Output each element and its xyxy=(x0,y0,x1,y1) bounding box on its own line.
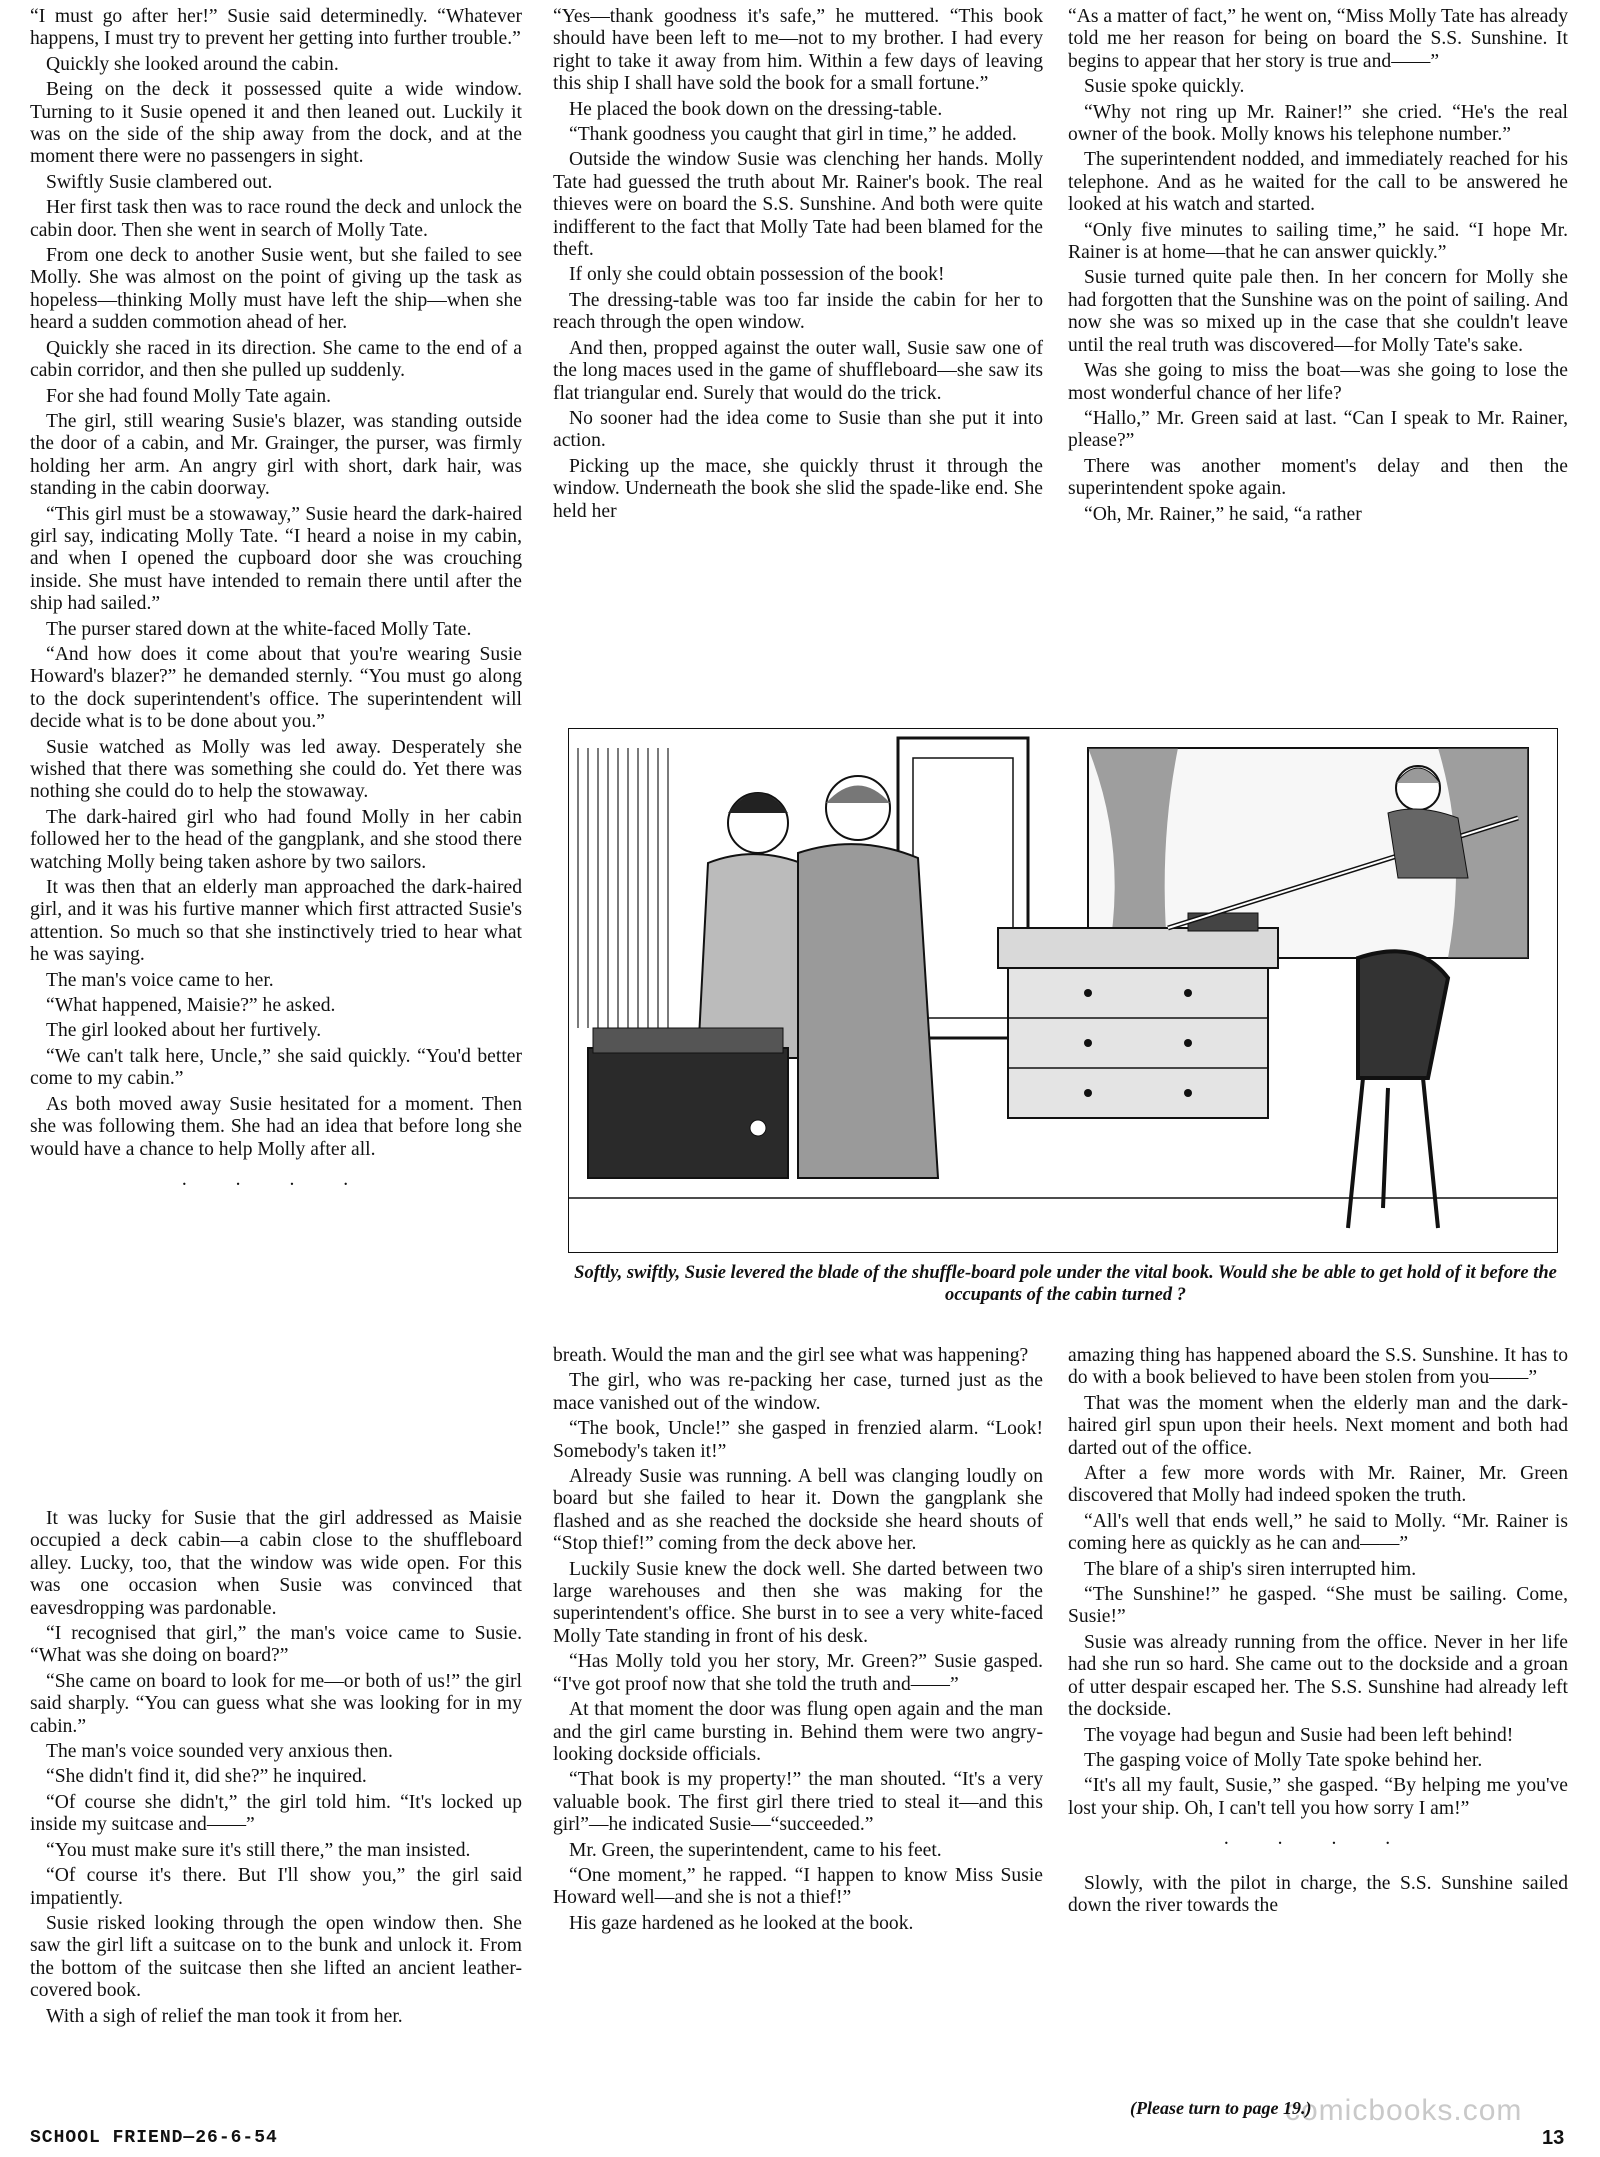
paragraph: “That book is my property!” the man shouted. “It's a very valuable book. The first girl there tried to steal it—and this girl”—he indicated Susie—“succeeded.” xyxy=(553,1769,1043,1836)
paragraph: Luckily Susie knew the dock well. She darted between two large warehouses and then she was making for the superintendent's office. She burst in to see a very white-faced Molly Tate standing in front of his desk. xyxy=(553,1558,1043,1647)
dressing-table xyxy=(998,928,1278,1118)
paragraph: “Of course it's there. But I'll show you,” the girl said impatiently. xyxy=(30,1865,522,1909)
paragraph: breath. Would the man and the girl see what was happening? xyxy=(553,1345,1029,1366)
paragraph: The blare of a ship's siren interrupted him. xyxy=(1084,1558,1417,1580)
paragraph: “Has Molly told you her story, Mr. Green?” Susie gasped. “I've got proof now that she told the truth and——” xyxy=(553,1651,1043,1695)
paragraph: “All's well that ends well,” he said to Molly. “Mr. Rainer is coming here as quickly as he can and——” xyxy=(1068,1510,1568,1555)
paragraph: “The book, Uncle!” she gasped in frenzied alarm. “Look! Somebody's taken it!” xyxy=(553,1418,1043,1462)
suitcase xyxy=(588,1028,788,1178)
paragraph: “The Sunshine!” he gasped. “She must be sailing. Come, Susie!” xyxy=(1068,1584,1568,1628)
paragraph: No sooner had the idea come to Susie than she put it into action. xyxy=(553,407,1043,452)
paragraph: If only she could obtain possession of the book! xyxy=(569,264,945,286)
paragraph: Being on the deck it possessed quite a wide window. Turning to it Susie opened it and then leaned out. Luckily it was on the side of the ship away from the dock, and at the moment there were no passengers in sight. xyxy=(30,79,522,168)
paragraph: “Thank goodness you caught that girl in time,” he added. xyxy=(569,124,1017,146)
paragraph: For she had found Molly Tate again. xyxy=(46,385,332,407)
paragraph: “What happened, Maisie?” he asked. xyxy=(46,995,336,1017)
watermark: comicbooks.com xyxy=(1285,2094,1523,2127)
paragraph: “Why not ring up Mr. Rainer!” she cried. “He's the real owner of the book. Molly knows his telephone number.” xyxy=(1068,101,1568,146)
illustration-caption: Softly, swiftly, Susie levered the blade of the shuffle-board pole under the vital book. Would she be able to get hold of it before the occupants of the cabin turned ? xyxy=(574,1263,1557,1305)
paragraph: Quickly she looked around the cabin. xyxy=(46,53,339,75)
paragraph: Susie watched as Molly was led away. Desperately she wished that there was something she could do. Yet there was nothing she could do to help the stowaway. xyxy=(30,736,522,803)
paragraph: At that moment the door was flung open again and the man and the girl came bursting in. Behind them were two angry-looking dockside officials. xyxy=(553,1699,1043,1765)
paragraph: “Of course she didn't,” the girl told him. “It's locked up inside my suitcase and——” xyxy=(30,1791,522,1836)
paragraph: His gaze hardened as he looked at the book. xyxy=(569,1912,914,1934)
paragraph: “It's all my fault, Susie,” she gasped. “By helping me you've lost your ship. Oh, I can't tell you how sorry I am!” xyxy=(1068,1775,1568,1819)
paragraph: The man's voice sounded very anxious then. xyxy=(46,1741,393,1763)
text-column-2 xyxy=(553,6,1043,706)
paragraph: Susie was already running from the office. Never in her life had she run so hard. She came out to the dockside and a groan of utter despair escaped her. The S.S. Sunshine had already left the dockside. xyxy=(1068,1631,1568,1721)
paragraph: That was the moment when the elderly man and the dark-haired girl spun upon their heels. Next moment and both had darted out of the office. xyxy=(1068,1392,1568,1459)
paragraph: “As a matter of fact,” he went on, “Miss Molly Tate has already told me her reason for being on board the S.S. Sunshine. It begins to appear that her story is true and——” xyxy=(1068,6,1568,72)
paragraph: Susie spoke quickly. xyxy=(1084,76,1245,98)
paragraph: Already Susie was running. A bell was clanging loudly on board but she failed to hear it. Down the gangplank she flashed and as she reached the dockside she heard shouts of “Stop thief!” coming from the deck above her. xyxy=(553,1466,1043,1555)
paragraph: Picking up the mace, she quickly thrust it through the window. Underneath the book she slid the spade-like end. She held her xyxy=(553,455,1043,522)
paragraph: The man's voice came to her. xyxy=(46,969,274,991)
paragraph: “Oh, Mr. Rainer,” he said, “a rather xyxy=(1084,503,1362,525)
paragraph: “Only five minutes to sailing time,” he said. “I hope Mr. Rainer is at home—that he can answer quickly.” xyxy=(1068,219,1568,264)
paragraph: “Hallo,” Mr. Green said at last. “Can I speak to Mr. Rainer, please?” xyxy=(1068,407,1568,452)
paragraph: The voyage had begun and Susie had been left behind! xyxy=(1084,1724,1514,1746)
paragraph: The dark-haired girl who had found Molly in her cabin followed her to the head of the gangplank, and she stood there watching Molly being taken ashore by two sailors. xyxy=(30,806,522,873)
section-separator: . . . . xyxy=(1223,1828,1413,1850)
paragraph: The dressing-table was too far inside the cabin for her to reach through the open window. xyxy=(553,289,1043,334)
text-column-3 xyxy=(1068,6,1568,706)
paragraph: The superintendent nodded, and immediately reached for his telephone. And as he waited for the call to be answered he looked at his watch and started. xyxy=(1068,149,1568,216)
paragraph: Was she going to miss the boat—was she going to lose the most wonderful chance of her life? xyxy=(1068,360,1568,404)
text-column-6 xyxy=(1068,1345,1568,2115)
section-separator: . . . . xyxy=(181,1168,371,1190)
paragraph: Slowly, with the pilot in charge, the S.S. Sunshine sailed down the river towards the xyxy=(1068,1872,1568,1916)
paragraph: The girl, who was re-packing her case, turned just as the mace vanished out of the window. xyxy=(553,1370,1043,1414)
paragraph: The purser stared down at the white-faced Molly Tate. xyxy=(46,618,472,640)
paragraph: “She didn't find it, did she?” he inquired. xyxy=(46,1766,367,1788)
paragraph: “This girl must be a stowaway,” Susie heard the dark-haired girl say, indicating Molly Tate. “I heard a noise in my cabin, and when I opened the cupboard door she was crouching inside. She must have intended to remain there until after the ship had sailed.” xyxy=(30,503,522,615)
paragraph: The girl looked about her furtively. xyxy=(46,1020,322,1042)
paragraph: “I must go after her!” Susie said determinedly. “Whatever happens, I must try to prevent her getting into further trouble.” xyxy=(30,6,522,50)
paragraph: “We can't talk here, Uncle,” she said quickly. “You'd better come to my cabin.” xyxy=(30,1045,522,1090)
paragraph: And then, propped against the outer wall, Susie saw one of the long maces used in the game of shuffleboard—she saw its flat triangular end. Surely that would do the trick. xyxy=(553,337,1043,404)
paragraph: There was another moment's delay and then the superintendent spoke again. xyxy=(1068,455,1568,500)
paragraph: Mr. Green, the superintendent, came to his feet. xyxy=(569,1839,942,1861)
text-column-4 xyxy=(30,1508,522,2108)
story-illustration xyxy=(568,728,1558,1253)
paragraph: Susie turned quite pale then. In her concern for Molly she had forgotten that the Sunshine was on the point of sailing. And now she was so mixed up in the case that she couldn't leave until the real truth was discovered—for Molly Tate's sake. xyxy=(1068,267,1568,356)
paragraph: “She came on board to look for me—or both of us!” the girl said sharply. “You can guess what she was looking for in my cabin.” xyxy=(30,1670,522,1737)
paragraph: Quickly she raced in its direction. She came to the end of a cabin corridor, and then she pulled up suddenly. xyxy=(30,337,522,382)
text-column-5 xyxy=(553,1345,1043,2115)
leather-book xyxy=(1188,913,1258,931)
magazine-footer: SCHOOL FRIEND—26-6-54 xyxy=(30,2128,278,2148)
paragraph: As both moved away Susie hesitated for a moment. Then she was following them. She had an idea that before long she would have a chance to help Molly after all. xyxy=(30,1093,522,1160)
paragraph: After a few more words with Mr. Rainer, Mr. Green discovered that Molly had indeed spoken the truth. xyxy=(1068,1463,1568,1507)
paragraph: “One moment,” he rapped. “I happen to know Miss Susie Howard well—and she is not a thief!” xyxy=(553,1864,1043,1909)
text-column-1 xyxy=(30,6,522,1466)
paragraph: It was lucky for Susie that the girl addressed as Maisie occupied a deck cabin—a cabin close to the shuffleboard alley. Lucky, too, that the window was wide open. For this was one occasion when Susie was convinced that eavesdropping was pardonable. xyxy=(30,1508,522,1619)
paragraph: Outside the window Susie was clenching her hands. Molly Tate had guessed the truth about Mr. Rainer's book. The real thieves were on board the S.S. Sunshine. And both were quite indifferent to the fact that Molly Tate had been blamed for the theft. xyxy=(553,149,1043,261)
paragraph: Her first task then was to race round the deck and unlock the cabin door. Then she went in search of Molly Tate. xyxy=(30,197,522,241)
continued-note: (Please turn to page 19.) xyxy=(1130,2098,1312,2118)
paragraph: From one deck to another Susie went, but she failed to see Molly. She was almost on the point of giving up the task as hopeless—thinking Molly must have left the ship—when she heard a sudden commotion ahead of her. xyxy=(30,245,522,334)
paragraph: The gasping voice of Molly Tate spoke behind her. xyxy=(1084,1749,1483,1771)
paragraph: Susie risked looking through the open window then. She saw the girl lift a suitcase on to the bunk and unlock it. From the bottom of the suitcase then she lifted an ancient leather-covered book. xyxy=(30,1912,522,2002)
paragraph: With a sigh of relief the man took it from her. xyxy=(46,2005,403,2027)
paragraph: “And how does it come about that you're wearing Susie Howard's blazer?” he demanded sternly. “You must go along to the dock superintendent's office. The superintendent will decide what is to be done about you.” xyxy=(30,643,522,733)
paragraph: “You must make sure it's still there,” the man insisted. xyxy=(46,1839,471,1861)
paragraph: It was then that an elderly man approached the dark-haired girl, and it was his furtive manner which first attracted Susie's attention. So much so that she instinctively tried to hear what he was saying. xyxy=(30,877,522,966)
paragraph: The girl, still wearing Susie's blazer, was standing outside the door of a cabin, and Mr. Grainger, the purser, was firmly holding her arm. An angry girl with short, dark hair, was standing in the cabin doorway. xyxy=(30,410,522,500)
page-number: 13 xyxy=(1542,2127,1565,2149)
paragraph: amazing thing has happened aboard the S.S. Sunshine. It has to do with a book believed to have been stolen from you——” xyxy=(1068,1345,1568,1389)
paragraph: “I recognised that girl,” the man's voice came to Susie. “What was she doing on board?” xyxy=(30,1623,522,1667)
paragraph: He placed the book down on the dressing-table. xyxy=(569,98,943,120)
paragraph: “Yes—thank goodness it's safe,” he muttered. “This book should have been left to me—not to my brother. I had every right to take it away from him. Within a few days of leaving this ship I shall have sold the book for a small fortune.” xyxy=(553,6,1043,95)
paragraph: Swiftly Susie clambered out. xyxy=(46,171,273,193)
